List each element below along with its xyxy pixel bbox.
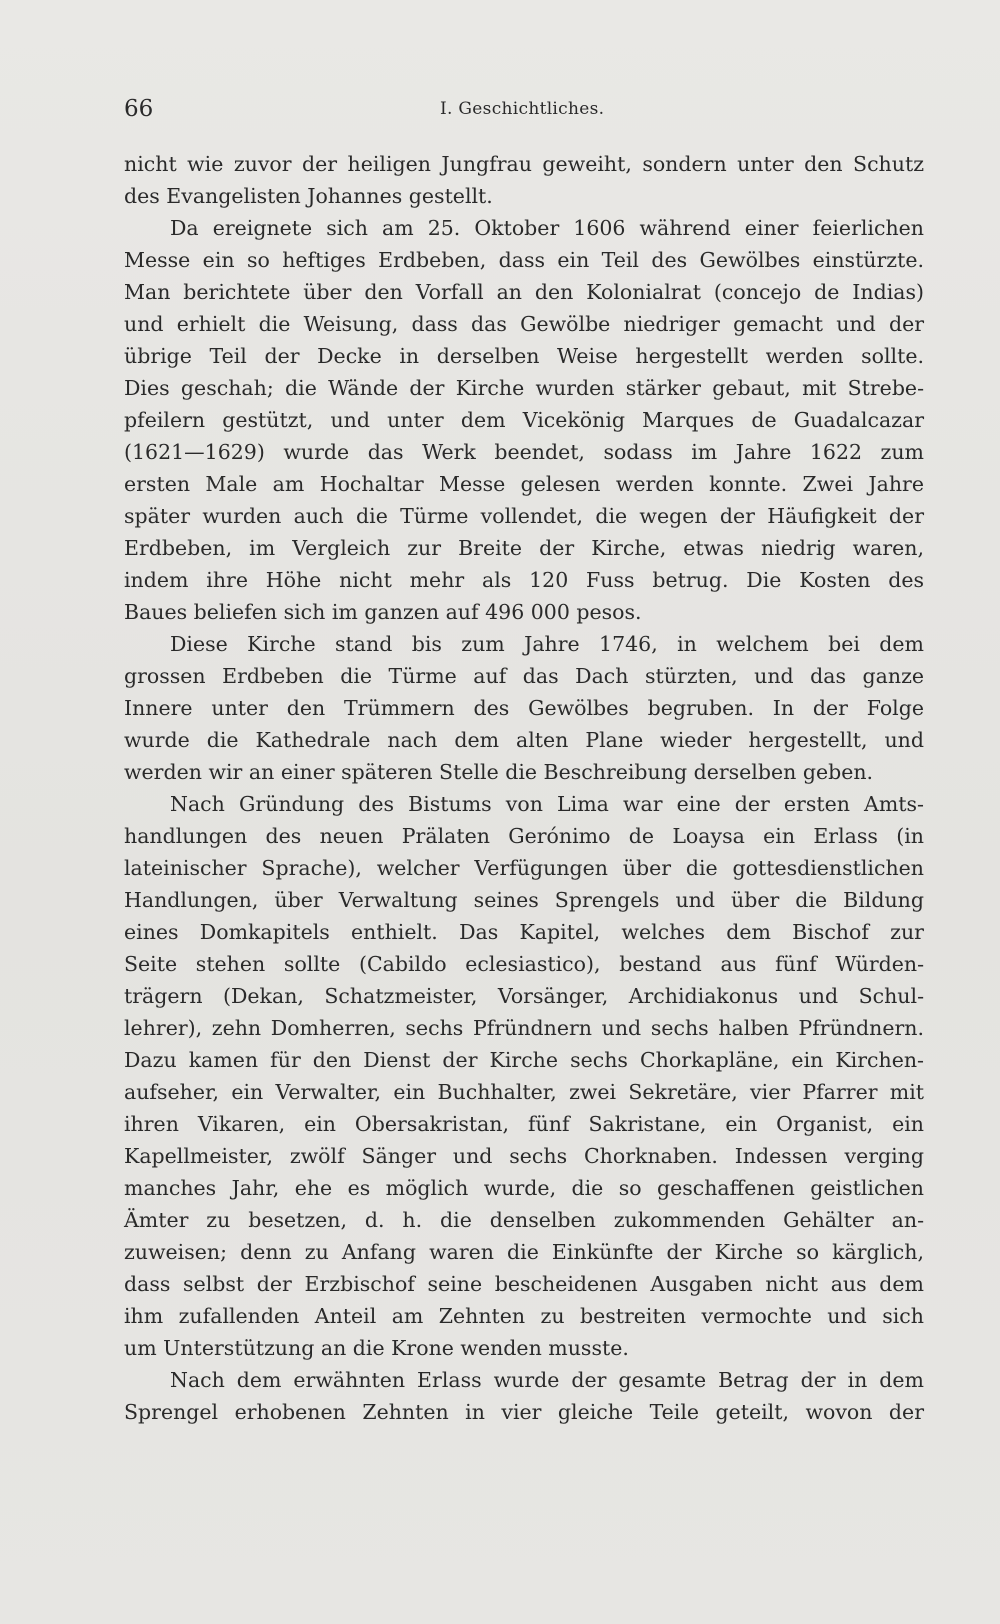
text-line: Baues beliefen sich im ganzen auf 496 000 pesos. (124, 600, 642, 624)
text-line: des Evangelisten Johannes gestellt. (124, 184, 493, 208)
running-head: I. Geschichtliches. (440, 99, 605, 119)
text-line: Seite stehen sollte (Cabildo eclesiastico), bestand aus fünf Würden- (124, 952, 924, 976)
text-line: (1621—1629) wurde das Werk beendet, sodass im Jahre 1622 zum (124, 440, 924, 464)
text-line: pfeilern gestützt, und unter dem Vicekönig Marques de Guadalcazar (124, 408, 924, 432)
text-line: Kapellmeister, zwölf Sänger und sechs Chorknaben. Indessen verging (124, 1144, 924, 1168)
text-line: Dazu kamen für den Dienst der Kirche sechs Chorkapläne, ein Kirchen- (124, 1048, 924, 1072)
text-line: grossen Erdbeben die Türme auf das Dach stürzten, und das ganze (124, 664, 924, 688)
text-line: nicht wie zuvor der heiligen Jungfrau geweiht, sondern unter den Schutz (124, 152, 924, 176)
text-line: Messe ein so heftiges Erdbeben, dass ein Teil des Gewölbes einstürzte. (124, 248, 924, 272)
text-line: trägern (Dekan, Schatzmeister, Vorsänger, Archidiakonus und Schul- (124, 984, 924, 1008)
text-line: eines Domkapitels enthielt. Das Kapitel, welches dem Bischof zur (124, 920, 924, 944)
text-line: Innere unter den Trümmern des Gewölbes begruben. In der Folge (124, 696, 924, 720)
text-line: manches Jahr, ehe es möglich wurde, die so geschaffenen geistlichen (124, 1176, 924, 1200)
text-line: werden wir an einer späteren Stelle die Beschreibung derselben geben. (124, 760, 874, 784)
text-line: und erhielt die Weisung, dass das Gewölbe niedriger gemacht und der (124, 312, 924, 336)
text-line: dass selbst der Erzbischof seine bescheidenen Ausgaben nicht aus dem (124, 1272, 924, 1296)
text-line: Man berichtete über den Vorfall an den Kolonialrat (concejo de Indias) (124, 280, 924, 304)
text-line: wurde die Kathedrale nach dem alten Plane wieder hergestellt, und (124, 728, 924, 752)
text-line: ihren Vikaren, ein Obersakristan, fünf Sakristane, ein Organist, ein (124, 1112, 924, 1136)
text-line: Erdbeben, im Vergleich zur Breite der Kirche, etwas niedrig waren, (124, 536, 924, 560)
text-line: später wurden auch die Türme vollendet, die wegen der Häufigkeit der (124, 504, 924, 528)
text-line: Sprengel erhobenen Zehnten in vier gleiche Teile geteilt, wovon der (124, 1400, 924, 1424)
text-line: Ämter zu besetzen, d. h. die denselben zukommenden Gehälter an- (124, 1208, 924, 1232)
text-line: Handlungen, über Verwaltung seines Sprengels und über die Bildung (124, 888, 924, 912)
body-text (124, 148, 924, 1428)
text-line: indem ihre Höhe nicht mehr als 120 Fuss betrug. Die Kosten des (124, 568, 924, 592)
text-line: aufseher, ein Verwalter, ein Buchhalter, zwei Sekretäre, vier Pfarrer mit (124, 1080, 924, 1104)
text-line: handlungen des neuen Prälaten Gerónimo de Loaysa ein Erlass (in (124, 824, 924, 848)
text-line: zuweisen; denn zu Anfang waren die Einkünfte der Kirche so kärglich, (124, 1240, 924, 1264)
text-line: Nach dem erwähnten Erlass wurde der gesamte Betrag der in dem (170, 1368, 924, 1392)
text-line: Diese Kirche stand bis zum Jahre 1746, in welchem bei dem (170, 632, 924, 656)
text-line: lateinischer Sprache), welcher Verfügungen über die gottesdienstlichen (124, 856, 924, 880)
text-line: ihm zufallenden Anteil am Zehnten zu bestreiten vermochte und sich (124, 1304, 924, 1328)
text-line: um Unterstützung an die Krone wenden musste. (124, 1336, 629, 1360)
text-line: Dies geschah; die Wände der Kirche wurden stärker gebaut, mit Strebe- (124, 376, 924, 400)
text-line: übrige Teil der Decke in derselben Weise hergestellt werden sollte. (124, 344, 924, 368)
text-line: Da ereignete sich am 25. Oktober 1606 während einer feierlichen (170, 216, 924, 240)
text-line: lehrer), zehn Domherren, sechs Pfründnern und sechs halben Pfründnern. (124, 1016, 924, 1040)
text-line: Nach Gründung des Bistums von Lima war eine der ersten Amts- (170, 792, 924, 816)
page-number: 66 (124, 96, 154, 122)
text-line: ersten Male am Hochaltar Messe gelesen werden konnte. Zwei Jahre (124, 472, 924, 496)
page-header (124, 96, 924, 126)
